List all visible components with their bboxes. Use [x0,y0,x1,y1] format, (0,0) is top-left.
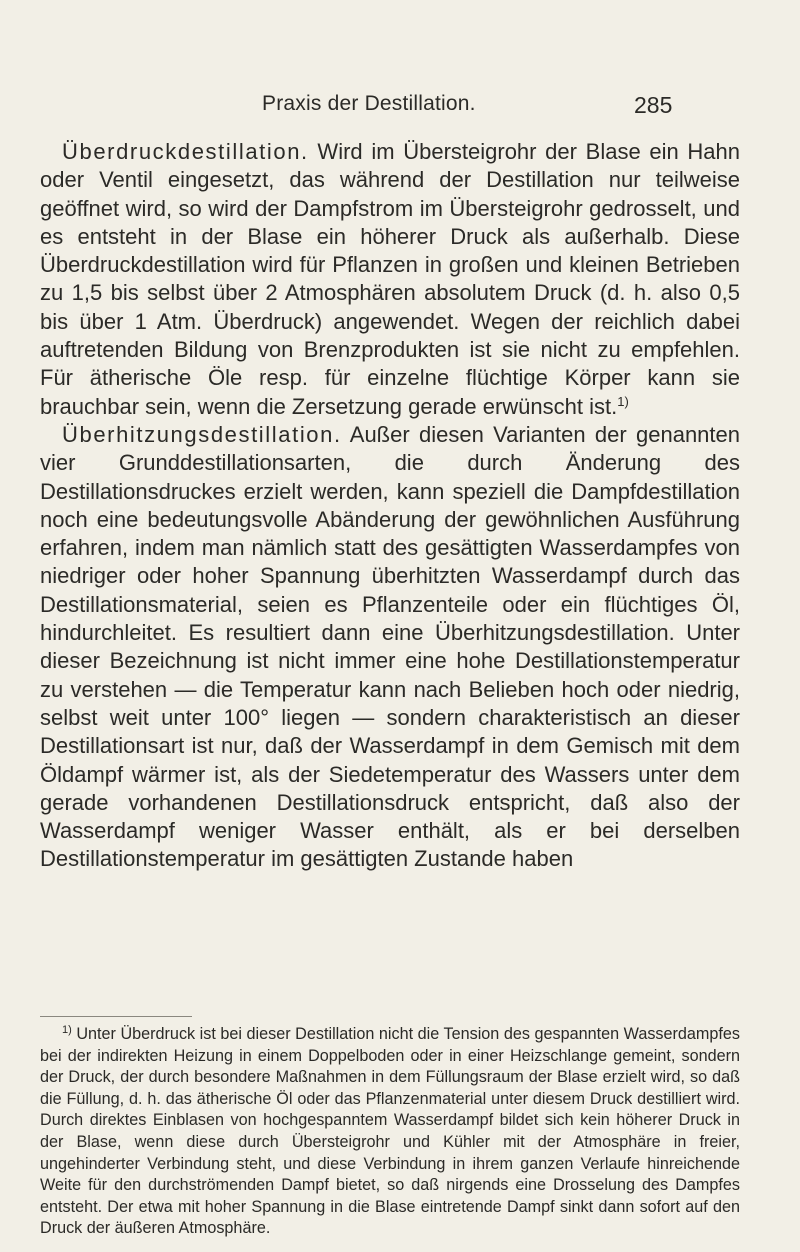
section-term: Überdruckdestillation. [62,139,309,164]
running-title: Praxis der Destillation. [262,92,476,115]
footnote-paragraph [40,1024,740,1240]
section-term: Überhitzungsdestillation. [62,421,342,447]
paragraph-ueberhitzungsdestillation [40,421,740,874]
page-number: 285 [634,92,673,118]
footnote-divider [40,1016,192,1017]
body-text [40,138,740,874]
page-header [0,92,800,122]
footnote-text: Unter Überdruck ist bei dieser Destillation nicht die Tension des gespannten Wasserdampfes bei der indirekten Heizung in einem Doppelboden oder in einer Heizschlange gemeint, sondern der Druck, der durch besondere Maßnahmen in dem Füllungsraum der Blase erzielt wird, so daß die Füllung, d. h. das ätherische Öl oder das Pflanzenmaterial unter diesem Druck destilliert wird. Durch direktes Einblasen von hochgespanntem Wasserdampf bildet sich kein höherer Druck in der Blase, wenn diese durch Übersteigrohr und Kühler mit der Atmosphäre in freier, ungehinderter Verbindung steht, und diese Verbindung in ihrem ganzen Verlaufe hinreichende Weite für den durchströmenden Dampf bietet, so daß nirgends eine Drosselung des Dampfes entsteht. Der etwa mit hoher Spannung in die Blase eintretende Dampf sinkt dann sofort auf den Druck der äußeren Atmosphäre. [40,1025,740,1238]
footnote-reference: 1) [617,393,629,409]
footnote [40,1024,740,1240]
footnote-marker: 1) [62,1024,72,1036]
paragraph-text: Wird im Übersteigrohr der Blase ein Hahn oder Ventil eingesetzt, das während der Destillation nur teilweise geöffnet wird, so wird der Dampfstrom im Übersteigrohr gedrosselt, und es entsteht in der Blase ein höherer Druck als außerhalb. Diese Überdruckdestillation wird für Pflanzen in großen und kleinen Betrieben zu 1,5 bis selbst über 2 Atmosphären absolutem Druck (d. h. also 0,5 bis über 1 Atm. Überdruck) angewendet. Wegen der reichlich dabei auftretenden Bildung von Brenzprodukten ist sie nicht zu empfehlen. Für ätherische Öle resp. für einzelne flüchtige Körper kann sie brauchbar sein, wenn die Zersetzung gerade erwünscht ist. [40,139,740,419]
paragraph-ueberdruckdestillation [40,138,740,421]
paragraph-text: Außer diesen Varianten der genannten vier Grunddestillationsarten, die durch Änderung des Destillationsdruckes erzielt werden, kann speziell die Dampfdestillation noch eine bedeutungsvolle Abänderung der gewöhnlichen Ausführung erfahren, indem man nämlich statt des gesättigten Wasserdampfes von niedriger oder hoher Spannung überhitzten Wasserdampf durch das Destillationsmaterial, seien es Pflanzenteile oder ein flüchtiges Öl, hindurchleitet. Es resultiert dann eine Überhitzungsdestillation. Unter dieser Bezeichnung ist nicht immer eine hohe Destillationstemperatur zu verstehen — die Temperatur kann nach Belieben hoch oder niedrig, selbst weit unter 100° liegen — sondern charakteristisch an dieser Destillationsart ist nur, daß der Wasserdampf in dem Gemisch mit dem Öldampf wärmer ist, als der Siedetemperatur des Wassers unter dem gerade vorhandenen Destillationsdruck entspricht, daß also der Wasserdampf weniger Wasser enthält, als er bei derselben Destillationstemperatur im gesättigten Zustande haben [40,421,740,872]
